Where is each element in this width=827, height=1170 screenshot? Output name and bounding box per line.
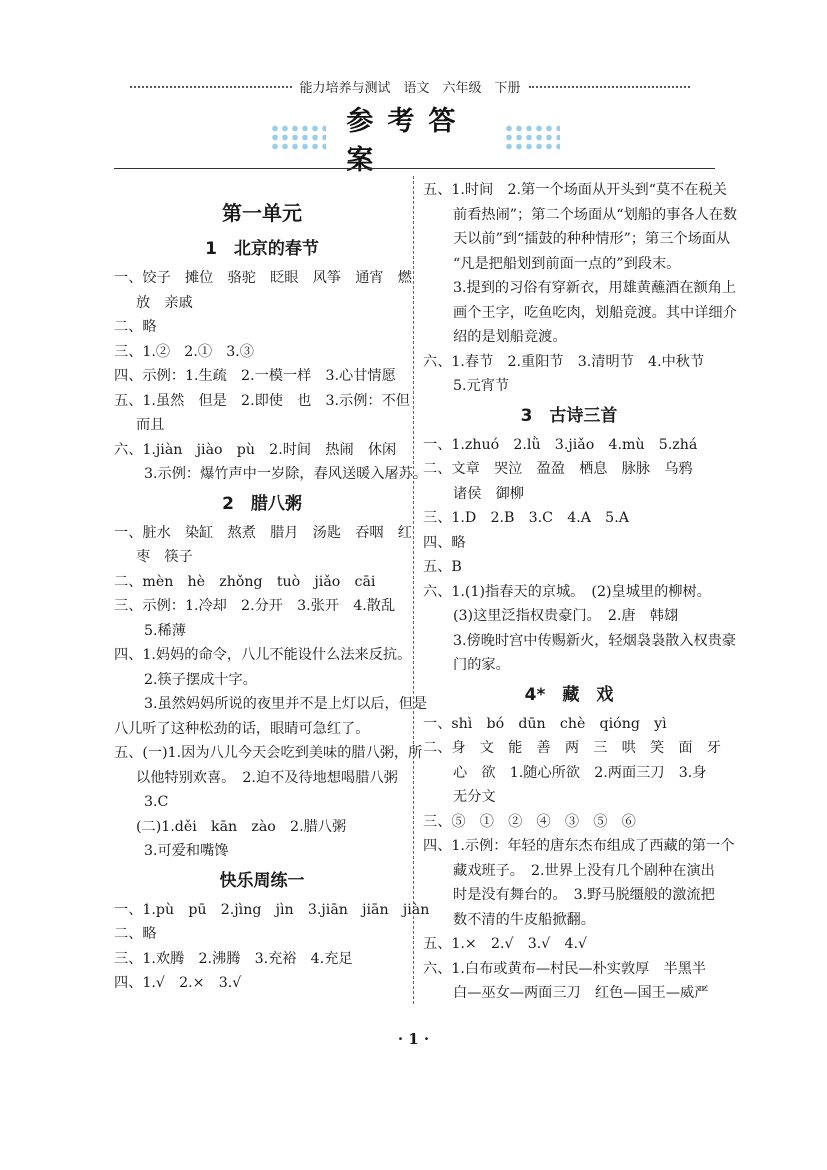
weekly-title: 快乐周练一 xyxy=(219,870,305,891)
answer-line: 3.虽然妈妈所说的夜里并不是上灯以后，但是 xyxy=(144,696,428,712)
answer-line: 六、1.春节 2.重阳节 3.清明节 4.中秋节 xyxy=(423,353,705,370)
lesson-title: 1 北京的春节 xyxy=(205,239,319,259)
answer-line: 2.筷子摆成十字。 xyxy=(144,671,257,688)
dot-pattern-left xyxy=(270,124,326,152)
answer-line: 四、略 xyxy=(423,534,466,551)
answer-line: 放 亲戚 xyxy=(136,294,193,311)
answer-line: 数不清的牛皮船掀翻。 xyxy=(453,911,595,928)
answer-line: 三、示例：1.冷却 2.分开 3.张开 4.散乱 xyxy=(114,598,396,614)
answer-line: 一、饺子 摊位 骆驼 眨眼 风筝 通宵 燃 xyxy=(114,270,412,286)
answer-line: 5.稀薄 xyxy=(144,622,186,639)
answer-line: 五、(一)1.因为八儿今天会吃到美味的腊八粥，所 xyxy=(114,745,423,761)
page-number: · 1 · xyxy=(397,1030,430,1048)
left-column xyxy=(114,196,430,996)
running-header xyxy=(130,76,690,96)
answer-line: 二、略 xyxy=(114,926,157,942)
answer-line: (3)这里泛指权贵豪门。 2.唐 韩翃 xyxy=(453,608,679,624)
answer-line: 二、文章 哭泣 盈盈 栖息 脉脉 乌鸦 xyxy=(423,461,693,477)
answer-line: 画个王字，吃鱼吃肉，划船竞渡。其中详细介 xyxy=(453,304,737,321)
answer-line: 以他特别欢喜。 2.迫不及待地想喝腊八粥 xyxy=(136,769,398,786)
answer-line: 二、mèn hè zhǒng tuò jiǎo cāi xyxy=(114,573,376,590)
right-column xyxy=(423,178,738,1006)
answer-line: 而且 xyxy=(136,417,165,433)
answer-line: 六、1.白布或黄布—村民—朴实敦厚 半黑半 xyxy=(423,960,707,977)
answer-line: 枣 筷子 xyxy=(136,549,193,565)
lesson-title: 3 古诗三首 xyxy=(520,405,618,426)
answer-line: 白—巫女—两面三刀 红色—国王—威严 xyxy=(453,985,709,1001)
answer-line: 天以前”到“擂鼓的种种情形”；第三个场面从 xyxy=(453,231,731,247)
header-dots-left xyxy=(130,86,292,88)
dot-pattern-right xyxy=(504,124,560,152)
header-text: 能力培养与测试 语文 六年级 下册 xyxy=(299,80,521,96)
answer-line: 绍的是划船竞渡。 xyxy=(453,329,567,345)
answer-line: 八儿听了这种松劲的话，眼睛可急红了。 xyxy=(114,720,370,737)
answer-line: 一、脏水 染缸 熬煮 腊月 汤匙 吞咽 红 xyxy=(114,524,412,541)
unit-title: 第一单元 xyxy=(222,201,302,225)
answer-line: 门的家。 xyxy=(453,657,510,673)
answer-line: 一、shì bó dūn chè qióng yì xyxy=(423,715,667,732)
answer-line: 五、1.时间 2.第一个场面从开头到“莫不在税关 xyxy=(423,182,727,198)
answer-line: (二)1.děi kān zào 2.腊八粥 xyxy=(136,818,347,835)
answer-line: 3.示例：爆竹声中一岁除，春风送暖入屠苏。 xyxy=(144,466,428,482)
answer-line: 诸侯 御柳 xyxy=(453,485,524,502)
answer-line: 四、示例：1.生疏 2.一模一样 3.心甘情愿 xyxy=(114,368,396,384)
answer-line: 3.傍晚时宫中传赐新火，轻烟袅袅散入权贵豪 xyxy=(453,632,737,649)
answer-banner xyxy=(270,106,560,176)
answer-line: 心 欲 1.随心所欲 2.两面三刀 3.身 xyxy=(453,764,707,781)
answer-line: 三、1.欢腾 2.沸腾 3.充裕 4.充足 xyxy=(114,950,353,967)
answer-line: 五、B xyxy=(423,559,462,575)
answer-line: 一、1.pù pū 2.jìng jìn 3.jiān jiān jiàn xyxy=(114,901,430,918)
answer-line: 前看热闹”；第二个场面从“划船的事各人在数 xyxy=(453,206,738,223)
answer-line: 六、1.jiàn jiào pù 2.时间 热闹 休闲 xyxy=(114,441,397,458)
answer-line: 3.提到的习俗有穿新衣，用雄黄蘸酒在额角上 xyxy=(453,280,737,296)
lesson-title: 4* 藏 戏 xyxy=(524,684,614,705)
answer-line: 五、1.虽然 但是 2.即使 也 3.示例：不但 xyxy=(114,392,410,409)
answer-line: 三、1.② 2.① 3.③ xyxy=(114,343,254,360)
answer-line: 时是没有舞台的。 3.野马脱缰般的激流把 xyxy=(453,887,715,903)
answer-line: 5.元宵节 xyxy=(453,378,510,394)
answer-line: 藏戏班子。 2.世界上没有几个剧种在演出 xyxy=(453,862,715,879)
answer-line: 五、1.× 2.√ 3.√ 4.√ xyxy=(423,936,588,952)
column-divider xyxy=(413,176,414,1004)
answer-line: 3.可爱和嘴馋 xyxy=(144,843,229,859)
answer-line: 四、1.示例：年轻的唐东杰布组成了西藏的第一个 xyxy=(423,838,735,854)
answer-line: “凡是把船划到前面一点的”到段末。 xyxy=(453,255,681,272)
answer-line: 三、1.D 2.B 3.C 4.A 5.A xyxy=(423,510,629,526)
answer-line: 二、身 文 能 善 两 三 哄 笑 面 牙 xyxy=(423,740,721,756)
answer-line: 无分文 xyxy=(453,789,496,805)
answer-line: 三、⑤ ① ② ④ ③ ⑤ ⑥ xyxy=(423,813,636,830)
answer-line: 四、1.√ 2.× 3.√ xyxy=(114,975,242,991)
banner-title: 参考答案 xyxy=(346,106,470,176)
answer-line: 六、1.(1)指春天的京城。 (2)皇城里的柳树。 xyxy=(423,583,711,600)
title-rule xyxy=(114,168,715,169)
header-dots-right xyxy=(529,86,691,88)
answer-line: 二、略 xyxy=(114,319,157,335)
answer-line: 四、1.妈妈的命令，八儿不能设什么法来反抗。 xyxy=(114,647,412,663)
lesson-title: 2 腊八粥 xyxy=(222,493,302,514)
answer-line: 一、1.zhuó 2.lǜ 3.jiǎo 4.mù 5.zhá xyxy=(423,436,698,453)
answer-line: 3.C xyxy=(144,794,169,810)
